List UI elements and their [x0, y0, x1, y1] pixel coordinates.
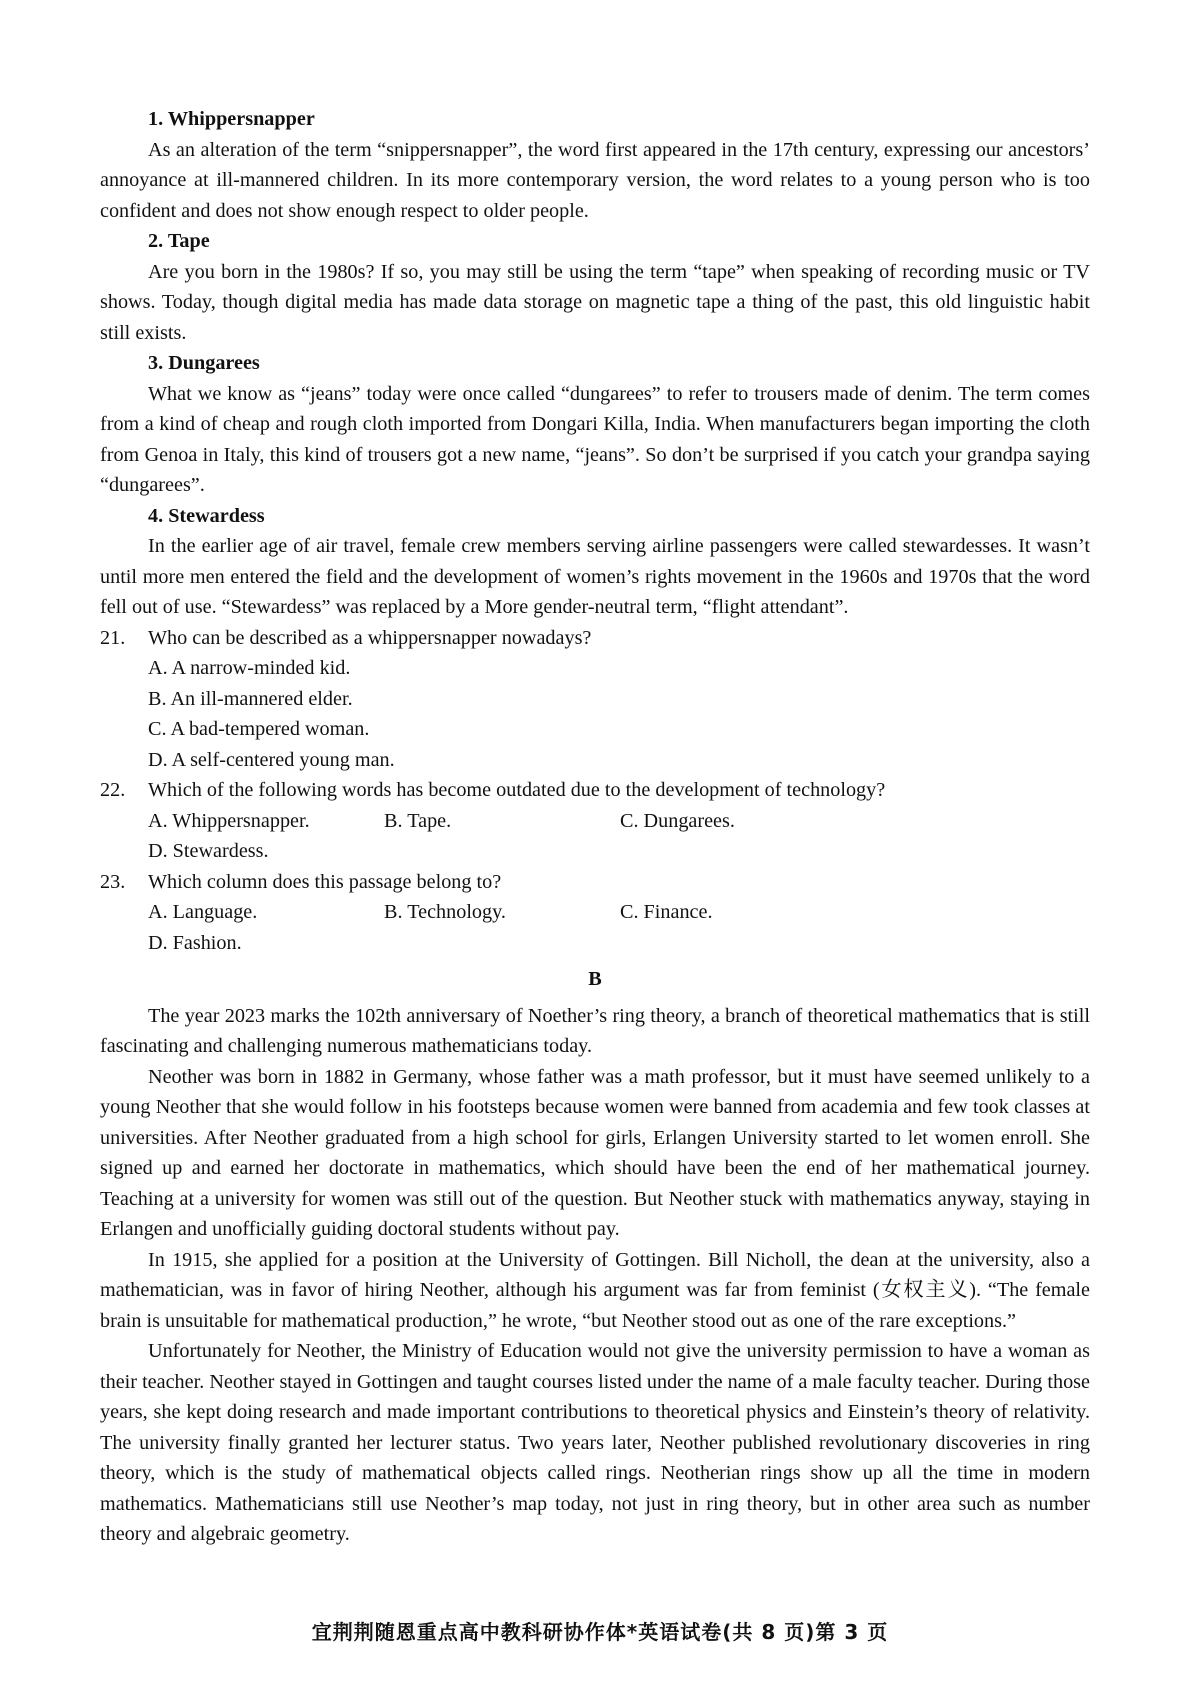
item-heading: 1. Whippersnapper — [148, 108, 315, 130]
section-b-label: B — [588, 968, 602, 990]
item-heading: 3. Dungarees — [148, 352, 260, 374]
exam-page — [100, 104, 1090, 1550]
question-text: Which of the following words has become outdated due to the development of technology? — [148, 779, 886, 801]
option-d: D. Fashion. — [148, 931, 242, 954]
question-number: 23. — [100, 870, 126, 893]
item-text: In the earlier age of air travel, female crew members serving airline passengers were called stewardesses. It wasn’t until more men entered the field and the development of women’s rights movement in the 1960s and 1970s that the word fell out of use. “Stewardess” was replaced by a More gender-neutral term, “flight attendant”. — [100, 535, 1090, 618]
option-b: B. Tape. — [384, 809, 452, 832]
question-text: Which column does this passage belong to? — [148, 870, 502, 893]
question-text: Who can be described as a whippersnapper nowadays? — [148, 626, 592, 649]
page-footer: 宜荆荆随恩重点高中教科研协作体*英语试卷(共 8 页)第 3 页 — [311, 1620, 889, 1644]
item-dungarees — [100, 348, 1090, 501]
item-stewardess — [100, 501, 1090, 623]
item-text: As an alteration of the term “snippersnapper”, the word first appeared in the 17th century, expressing our ancestors’ annoyance at ill-mannered children. In its more contemporary version, the word relates to a young person who is too confident and does not show enough respect to older people. — [100, 138, 1090, 222]
item-heading: 2. Tape — [148, 230, 210, 252]
passage-b — [100, 1001, 1090, 1550]
question-22 — [100, 775, 1090, 867]
item-text: Are you born in the 1980s? If so, you may still be using the term “tape” when speaking of recording music or TV shows. Today, though digital media has made data storage on magnetic tape a thing of the past, this old linguistic habit still exists. — [100, 260, 1090, 344]
question-number: 21. — [100, 626, 126, 649]
option-c: C. A bad-tempered woman. — [148, 718, 370, 740]
passage-paragraph: Unfortunately for Neother, the Ministry of Education would not give the university permission to have a woman as their teacher. Neother stayed in Gottingen and taught courses listed under the name of a male faculty teacher. During those years, she kept doing research and made important contributions to theoretical physics and Einstein’s theory of relativity. The university finally granted her lecturer status. Two years later, Neother published revolutionary discoveries in ring theory, which is the study of mathematical objects called rings. Neotherian rings show up all the time in modern mathematics. Mathematicians still use Neother’s map today, not just in ring theory, but in other area such as number theory and algebraic geometry. — [100, 1340, 1090, 1545]
passage-paragraph: Neother was born in 1882 in Germany, whose father was a math professor, but it must have seemed unlikely to a young Neother that she would follow in his footsteps because women were banned from academia and few took classes at universities. After Neother graduated from a high school for girls, Erlangen University started to let women enroll. She signed up and earned her doctorate in mathematics, which should have been the end of her mathematical journey. Teaching at a university for women was still out of the question. But Neother stuck with mathematics anyway, staying in Erlangen and unofficially guiding doctoral students without pay. — [100, 1065, 1090, 1240]
option-a: A. A narrow-minded kid. — [148, 657, 351, 679]
question-21 — [100, 623, 1090, 776]
question-number: 22. — [100, 779, 126, 801]
option-c: C. Dungarees. — [620, 809, 735, 832]
option-c: C. Finance. — [620, 901, 713, 923]
option-b: B. An ill-mannered elder. — [148, 687, 353, 710]
option-d: D. Stewardess. — [148, 840, 269, 862]
passage-paragraph: In 1915, she applied for a position at the University of Gottingen. Bill Nicholl, the dean at the university, also a mathematician, was in favor of hiring Neother, although his argument was far from feminist (女权主义). “The female brain is unsuitable for mathematical production,” he wrote, “but Neother stood out as one of the rare exceptions.” — [100, 1248, 1090, 1332]
item-heading: 4. Stewardess — [148, 504, 265, 527]
item-tape — [100, 226, 1090, 348]
option-b: B. Technology. — [384, 901, 506, 923]
option-a: A. Whippersnapper. — [148, 809, 310, 832]
option-d: D. A self-centered young man. — [148, 748, 395, 771]
question-23 — [100, 867, 1090, 959]
option-a: A. Language. — [148, 901, 258, 923]
passage-paragraph: The year 2023 marks the 102th anniversary of Noether’s ring theory, a branch of theoretical mathematics that is still fascinating and challenging numerous mathematicians today. — [100, 1004, 1090, 1057]
item-text: What we know as “jeans” today were once called “dungarees” to refer to trousers made of denim. The term comes from a kind of cheap and rough cloth imported from Dongari Killa, India. When manufacturers began importing the cloth from Genoa in Italy, this kind of trousers got a new name, “jeans”. So don’t be surprised if you catch your grandpa saying “dungarees”. — [100, 382, 1090, 496]
item-whippersnapper — [100, 104, 1090, 226]
